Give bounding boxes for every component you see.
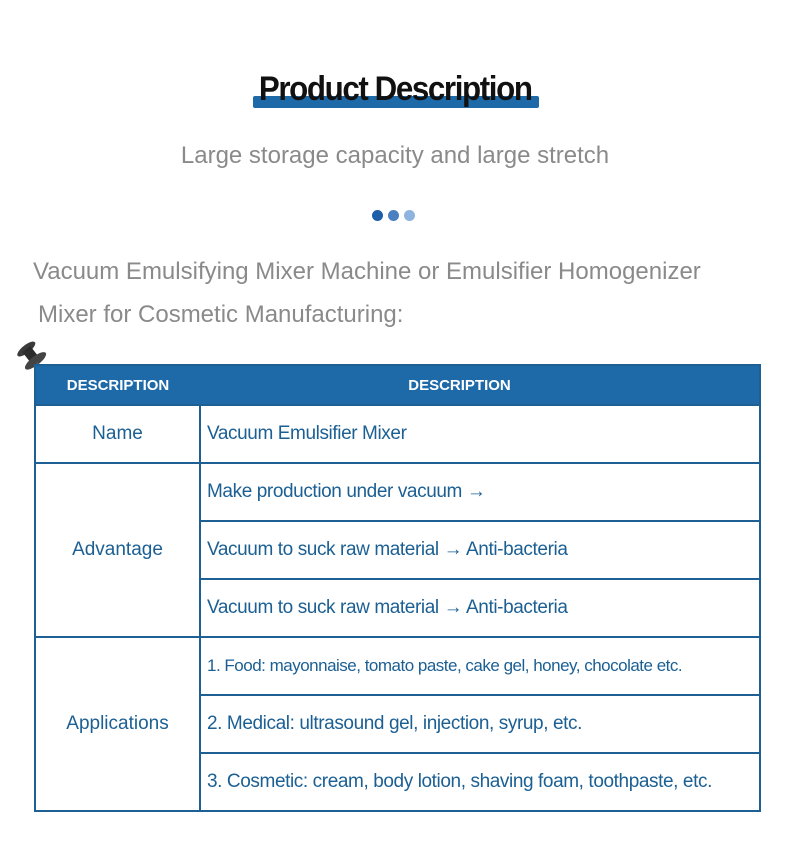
table-cell: 3. Cosmetic: cream, body lotion, shaving foam, toothpaste, etc. (201, 752, 759, 810)
table-cell: Vacuum Emulsifier Mixer (207, 423, 407, 444)
header-cell-2: DESCRIPTION (408, 376, 511, 394)
dot-3 (404, 210, 415, 221)
page-title: Product Description (258, 70, 532, 108)
row-group-advantage (36, 462, 759, 636)
intro-line-2: Mixer for Cosmetic Manufacturing: (38, 301, 404, 328)
intro-line-1: Vacuum Emulsifying Mixer Machine or Emulsifier Homogenizer (33, 258, 701, 285)
row-label-name: Name (36, 406, 201, 462)
intro-text (33, 250, 753, 336)
dots-indicator (372, 210, 420, 222)
table-cell: 2. Medical: ultrasound gel, injection, syrup, etc. (201, 694, 759, 752)
dot-2 (388, 210, 399, 221)
subtitle: Large storage capacity and large stretch (180, 142, 610, 169)
description-table (34, 364, 761, 812)
header-cell-1: DESCRIPTION (66, 376, 170, 394)
dot-1 (372, 210, 383, 221)
table-cell: Vacuum to suck raw material → Anti-bacteria (201, 520, 759, 578)
table-cell: Make production under vacuum → (207, 481, 486, 502)
row-group-applications (36, 636, 759, 810)
table-cell: Vacuum to suck raw material → Anti-bacteria (201, 578, 759, 636)
row-label-advantage: Advantage (36, 464, 201, 636)
section-heading (0, 70, 790, 109)
table-header (36, 366, 759, 404)
row-group-name (36, 404, 759, 462)
row-label-applications: Applications (36, 638, 201, 810)
table-cell: 1. Food: mayonnaise, tomato paste, cake gel, honey, chocolate etc. (207, 656, 683, 675)
